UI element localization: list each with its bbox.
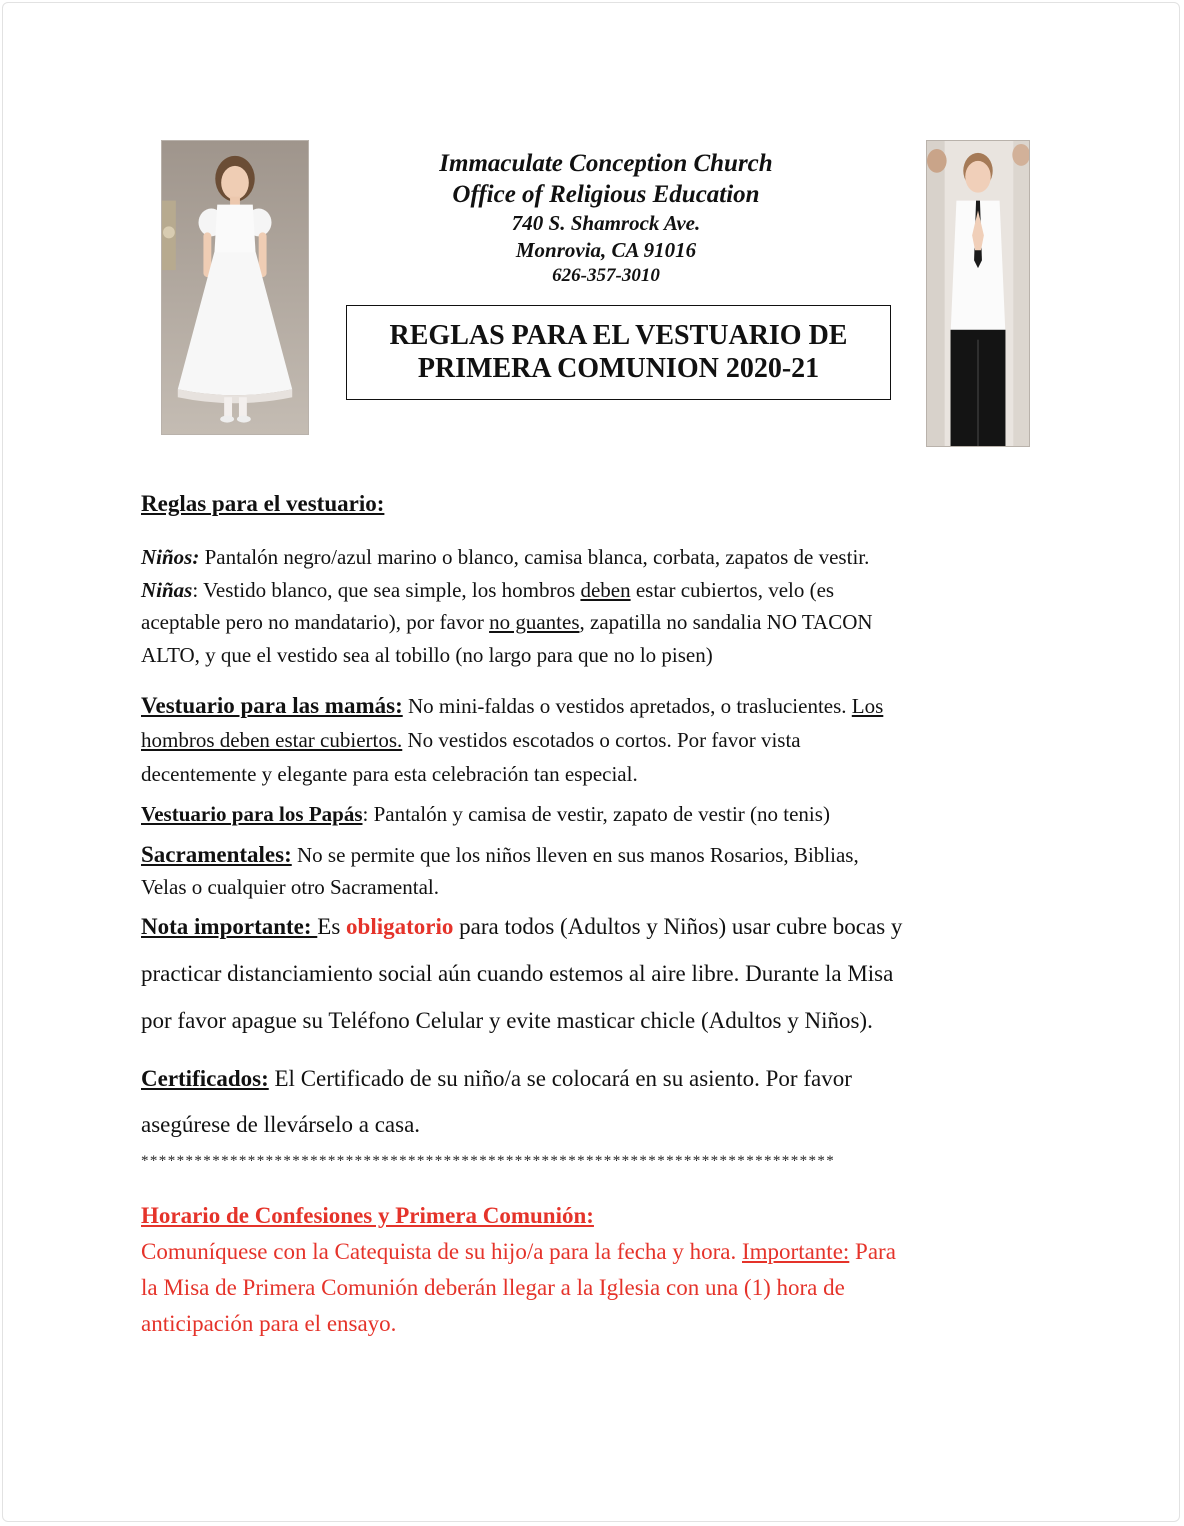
ninas-label: Niñas bbox=[141, 577, 193, 602]
schedule-line-2: la Misa de Primera Comunión deberán llegar a la Iglesia con una (1) hora de bbox=[141, 1275, 845, 1300]
mamas-underlined-text: Los bbox=[851, 694, 884, 718]
schedule-text: Para bbox=[849, 1239, 896, 1264]
ninas-rule-line-3: ALTO, y que el vestido sea al tobillo (no largo para que no lo pisen) bbox=[141, 642, 713, 667]
certificados-line-1 bbox=[141, 1056, 1061, 1102]
schedule-text: Comuníquese con la Catequista de su hijo/a para la fecha y hora. bbox=[141, 1239, 742, 1264]
street-address: 740 S. Shamrock Ave. bbox=[511, 211, 701, 235]
reglas-heading: Reglas para el vestuario: bbox=[141, 491, 385, 516]
ninos-rule bbox=[141, 541, 1061, 574]
girl-communion-photo bbox=[161, 140, 309, 435]
ninas-underlined-no-guantes: no guantes bbox=[489, 610, 580, 634]
certificados-text: El Certificado de su niño/a se colocará en su asiento. Por favor bbox=[268, 1066, 852, 1091]
phone-number: 626-357-3010 bbox=[552, 265, 660, 286]
papas-line bbox=[141, 797, 1061, 831]
papas-rules bbox=[141, 797, 1061, 831]
schedule-line-3: anticipación para el ensayo. bbox=[141, 1311, 397, 1336]
document-title bbox=[346, 305, 891, 400]
important-note bbox=[141, 903, 1061, 1044]
note-text: para todos (Adultos y Niños) usar cubre bocas y bbox=[453, 914, 903, 939]
asterisk-separator: ****************************************************************************** bbox=[141, 1153, 836, 1169]
mamas-rules bbox=[141, 689, 1061, 791]
boy-communion-photo bbox=[926, 140, 1030, 447]
church-header bbox=[380, 148, 832, 288]
papas-text: : Pantalón y camisa de vestir, zapato de vestir (no tenis) bbox=[362, 802, 830, 826]
papas-label: Vestuario para los Papás bbox=[141, 802, 363, 826]
certificados-line-2: asegúrese de llevárselo a casa. bbox=[141, 1112, 421, 1137]
sacramentales-rules bbox=[141, 839, 1061, 903]
title-line-1: REGLAS PARA EL VESTUARIO DE bbox=[389, 320, 848, 351]
ninas-underlined-deben: deben bbox=[580, 577, 631, 602]
obligatorio-emphasis: obligatorio bbox=[346, 914, 454, 939]
city-address: Monrovia, CA 91016 bbox=[515, 238, 697, 262]
certificados-section bbox=[141, 1056, 1061, 1148]
ninas-text: , zapatilla no sandalia NO TACON bbox=[579, 610, 873, 634]
sacramentales-label: Sacramentales: bbox=[141, 842, 292, 867]
mamas-line-2 bbox=[141, 723, 1061, 757]
ninas-rule-line-1 bbox=[141, 574, 1061, 607]
ninas-text: : Vestido blanco, que sea simple, los hombros bbox=[192, 577, 581, 602]
mamas-line-3: decentemente y elegante para esta celebración tan especial. bbox=[141, 762, 638, 786]
note-line-2: practicar distanciamiento social aún cuando estemos al aire libre. Durante la Misa bbox=[141, 961, 894, 986]
sacramentales-line-1 bbox=[141, 839, 1061, 871]
ninas-rule-line-2 bbox=[141, 606, 1061, 639]
schedule-line-1 bbox=[141, 1234, 1061, 1270]
note-label: Nota importante: bbox=[141, 914, 318, 939]
title-line-2: PRIMERA COMUNION 2020-21 bbox=[417, 353, 820, 384]
mamas-text: No mini-faldas o vestidos apretados, o traslucientes. bbox=[402, 694, 852, 718]
children-rules bbox=[141, 541, 1061, 671]
mamas-label: Vestuario para las mamás: bbox=[141, 693, 403, 718]
ninos-text: Pantalón negro/azul marino o blanco, camisa blanca, corbata, zapatos de vestir. bbox=[199, 545, 870, 569]
importante-underlined: Importante: bbox=[742, 1239, 850, 1264]
mamas-underlined-text: hombros deben estar cubiertos. bbox=[141, 728, 403, 752]
church-name: Immaculate Conception Church bbox=[439, 150, 773, 177]
certificados-label: Certificados: bbox=[141, 1066, 269, 1091]
schedule-section bbox=[141, 1198, 1061, 1342]
note-line-3: por favor apague su Teléfono Celular y evite masticar chicle (Adultos y Niños). bbox=[141, 1008, 873, 1033]
office-name: Office of Religious Education bbox=[452, 181, 760, 208]
schedule-heading: Horario de Confesiones y Primera Comunión: bbox=[141, 1203, 594, 1228]
document-body bbox=[141, 488, 1061, 1342]
note-text: Es bbox=[317, 914, 347, 939]
note-line-1 bbox=[141, 903, 1061, 950]
ninas-text: aceptable pero no mandatario), por favor bbox=[141, 610, 490, 634]
sacramentales-line-2: Velas o cualquier otro Sacramental. bbox=[141, 875, 439, 899]
sacramentales-text: No se permite que los niños lleven en sus manos Rosarios, Biblias, bbox=[291, 843, 859, 867]
ninos-label: Niños: bbox=[141, 545, 200, 569]
mamas-line-1 bbox=[141, 689, 1061, 723]
ninas-text: estar cubiertos, velo (es bbox=[630, 577, 835, 602]
mamas-text: No vestidos escotados o cortos. Por favor vista bbox=[402, 728, 801, 752]
